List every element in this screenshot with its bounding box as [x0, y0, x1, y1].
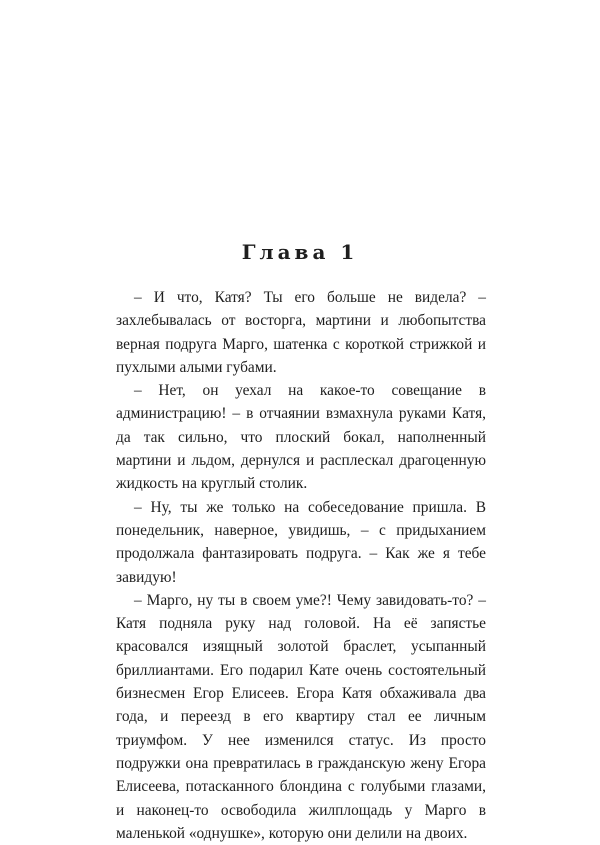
paragraph: – Ну, ты же только на собеседование пришла. В понедельник, наверное, увидишь, – с придыханием продолжала фантазировать подруга. – Как же я тебе завидую! [116, 498, 486, 586]
paragraph: – Нет, он уехал на какое-то совещание в администрацию! – в отчаянии взмахнула руками Катя, да так сильно, что плоский бокал, наполненный мартини и льдом, дернулся и расплескал драгоценную жидкость на круглый столик. [116, 382, 486, 493]
chapter-title: Глава 1 [241, 240, 359, 264]
chapter-body [116, 286, 486, 845]
paragraph: – Марго, ну ты в своем уме?! Чему завидовать-то? – Катя подняла руку над головой. На её запястье красовался изящный золотой браслет, усыпанный бриллиантами. Его подарил Кате очень состоятельный бизнесмен Егор Елисеев. Егора Катя обхаживала два года, и переезд в его квартиру стал ее личным триумфом. У нее изменился статус. Из просто подружки она превратилась в гражданскую жену Егора Елисеева, потасканного блондина с голубыми глазами, и наконец-то освободила жилплощадь у Марго в маленькой «однушке», которую они делили на двоих. [116, 591, 486, 842]
paragraph: – И что, Катя? Ты его больше не видела? – захлебывалась от восторга, мартини и любопытства верная подруга Марго, шатенка с короткой стрижкой и пухлыми алыми губами. [116, 289, 486, 376]
